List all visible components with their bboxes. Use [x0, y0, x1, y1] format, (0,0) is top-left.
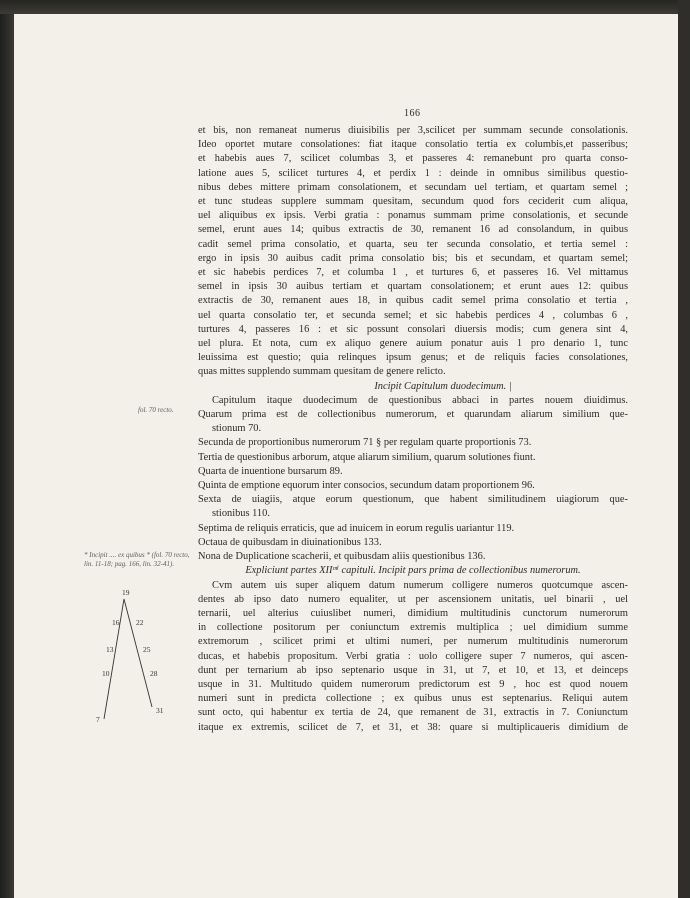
text-line: itaque ex extremis, scilicet de 7, et 31, et 38: quare si multiplicaueris dimidium de	[198, 721, 628, 733]
text-line: extractis de 30, remanent aues 18, in quibus cadit semel prima consolatio et tertia ,	[198, 295, 628, 307]
diagram-num: 10	[102, 669, 110, 678]
diagram-num: 13	[106, 645, 114, 654]
chapter-intro-line: Capitulum itaque duodecimum de questionibus abbaci in partes nouem diuidimus.	[212, 394, 628, 406]
diagram-num: 16	[112, 618, 120, 627]
scan-right-edge	[678, 0, 690, 898]
book-spine	[0, 0, 14, 898]
text-line: usque in 31. Multitudo quidem numerorum predictorum est 9 , hoc est quod nouem	[198, 678, 628, 690]
chapter-intro-line: Quarum prima est de collectionibus numerorum, et quarundam aliarum similium que-	[198, 409, 628, 421]
toc-line: stionibus 110.	[212, 508, 270, 520]
text-line: leuissima est questio; quia relinques ipsum genus; et de reliquis facies consolationes,	[198, 352, 628, 364]
text-line: numeri sunt in predicta collectione ; ex quibus unus est septenarius. Reliqui autem	[198, 693, 628, 705]
text-line: ternarii, uel alterius cuiuslibet numeri, dimidium multitudinis cunctorum numerorum	[198, 607, 628, 619]
text-line: nibus debes mittere primam consolationem, et secundam uel tertiam, et quartam semel ;	[198, 181, 628, 193]
text-line: turtures 4, passeres 16 : et sic possunt consolari diuersis modis; cum genera sint 4,	[198, 323, 628, 335]
text-line: Ideo oportet mutare consolationes: fiat itaque consolatio tertia ex columbis,et passeribus;	[198, 139, 628, 151]
text-line: cadit semel prima consolatio, et quarta, seu ter secunda consolatio, et tertia semel :	[198, 238, 628, 250]
margin-note-citation: * Incipit .... ex quibus * (fol. 70 recto, lin. 11-18; pag. 166, lin. 32-41).	[84, 551, 190, 568]
text-line: et sic habebis perdices 7, et columba 1 , et turtures 6, et passeres 16. Vel mittamus	[198, 267, 628, 279]
text-line: extremorum , scilicet primi et ultimi numeri, per numerum multitudinis numerorum	[198, 636, 628, 648]
text-line: dentes ab ipso dato numero equaliter, ut per ascensionem unitatis, uel binarii , uel	[198, 593, 628, 605]
diagram-num: 7	[96, 715, 100, 724]
toc-line: Secunda de proportionibus numerorum 71 § per regulam quarte proportionis 73.	[198, 437, 532, 449]
text-line: ducas, et habebis propositum. Verbi gratia : uolo colligere super 7 numeros, qui ascen-	[198, 650, 628, 662]
margin-note-folio: fol. 70 recto.	[138, 406, 174, 414]
diagram-num: 28	[150, 669, 158, 678]
diagram-left-line	[104, 599, 124, 719]
text-line: Cvm autem uis super aliquem datum numerum colligere numeros quotcumque ascen-	[212, 579, 628, 591]
diagram-num: 31	[156, 706, 164, 715]
toc-line: Quinta de emptione equorum inter consocios, secundum datam proportionem 96.	[198, 480, 535, 492]
text-line: latione aues 5, scilicet turtures 4, et perdix 1 : deinde in omnibus similibus questio-	[198, 167, 628, 179]
heading-explicit: Expliciunt partes XIIᵐⁱ capituli. Incipit pars prima de collectionibus numerorum.	[245, 565, 581, 577]
heading-incipit: Incipit Capitulum duodecimum. |	[374, 380, 512, 392]
text-line: in collectione positorum per coniunctum extremis multiplica ; uel dimidium summe	[198, 622, 628, 634]
diagram-num: 25	[143, 645, 151, 654]
toc-line: Octaua de quibusdam in diuinationibus 133.	[198, 536, 382, 548]
text-line: et habebis aues 7, scilicet columbas 3, et passeres 4: remanebunt pro quarta conso-	[198, 153, 628, 165]
text-line: sunt octo, qui habentur ex tertia de 24, que remanent de 31, extractis in 7. Coniunctum	[198, 707, 628, 719]
page-number: 166	[404, 108, 421, 119]
text-line: semel, erunt aues 14; quibus extractis de 30, remanent 16 ad consolandum, in quibus	[198, 224, 628, 236]
text-line: dunt per ternarium ab ipso septenario usque in 31, ut 7, et 10, et 13, et deinceps	[198, 664, 628, 676]
text-line: semel in ipsis 30 auibus tertiam et quartam consolationem; et erunt aues 12: quibus	[198, 281, 628, 293]
diagram-num: 22	[136, 618, 144, 627]
main-text	[198, 124, 628, 735]
scan-top-edge	[0, 0, 690, 14]
toc-line: Septima de reliquis erraticis, que ad inuicem in eorum regulis uariantur 119.	[198, 522, 515, 534]
toc-line: Nona de Duplicatione scacherii, et quibusdam aliis questionibus 136.	[198, 551, 486, 563]
text-line: ergo in ipsis 30 auibus cadit prima consolatio bis; bis et secundam, et quartam semel;	[198, 252, 628, 264]
diagram-num: 19	[122, 588, 130, 597]
text-line: quas mittes supplendo summam quesitam de genere relicto.	[198, 366, 446, 378]
chapter-intro-line: stionum 70.	[212, 423, 262, 435]
text-line: uel plura. Et nota, cum ex aliquo genere auium ponatur auis 1 pro denario 1, tunc	[198, 338, 628, 350]
text-line: uel quarta consolatio ter, et secunda semel; et sic habebis perdices 4 , columbas 6 ,	[198, 309, 628, 321]
toc-line: Quarta de inuentione bursarum 89.	[198, 465, 343, 477]
text-line: uel aliquibus ex ipsis. Verbi gratia : ponamus summam prime consolationis, et secunde	[198, 210, 628, 222]
text-line: et bis, non remaneat numerus diuisibilis per 3,scilicet per summam secunde consolationis.	[198, 125, 628, 136]
number-ladder-diagram	[80, 585, 170, 725]
toc-line: Tertia de questionibus arborum, atque aliarum similium, quarum solutiones fiunt.	[198, 451, 536, 463]
text-line: et tunc studeas supplere summam quesitam, secundum quod fors ceciderit cum aliqua,	[198, 196, 628, 208]
toc-line: Sexta de uiagiis, atque eorum questionum, que habent similitudinem uiagiorum que-	[198, 494, 628, 506]
